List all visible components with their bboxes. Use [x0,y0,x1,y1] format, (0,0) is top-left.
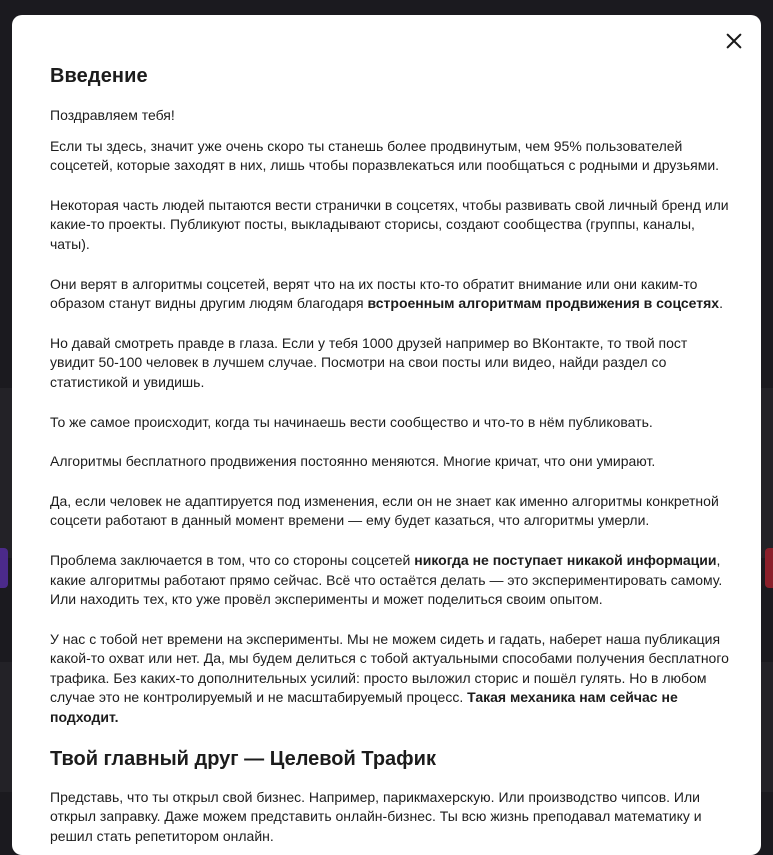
paragraph: Представь, что ты открыл свой бизнес. Например, парикмахерскую. Или производство чипсов. Или открыл заправку. Даже можем представить онлайн-бизнес. Ты всю жизнь преподавал математику и решил стать репетитором онлайн. [50,788,702,844]
emphasis: никогда не поступает никакой информации [414,551,717,568]
paragraph: Алгоритмы бесплатного продвижения постоянно меняются. Многие кричат, что они умирают. [50,453,656,470]
emphasis: встроенным алгоритмам продвижения в соцсетях [367,295,720,312]
paragraph: Проблема заключается в том, что со стороны соцсетей никогда не поступает никакой информации, какие алгоритмы работают прямо сейчас. Всё что остаётся делать — это экспериментировать самому. Или находить тех, кто уже провёл эксперименты и может поделиться своим опытом. [50,551,723,608]
greeting-text: Поздравляем тебя! [50,107,175,123]
intro-dialog [12,15,761,855]
paragraph: Да, если человек не адаптируется под изменения, если он не знает как именно алгоритмы конкретной соцсети работают в данный момент времени — ему будет казаться, что алгоритмы умерли. [50,492,719,529]
close-icon[interactable] [725,32,743,50]
emphasis: Такая механика нам сейчас не подходит. [50,689,678,726]
paragraph: У нас с тобой нет времени на эксперименты. Мы не можем сидеть и гадать, наберет наша публикация какой-то охват или нет. Да, мы будем делиться с тобой актуальными способами получения бесплатного трафика. Без каких-то дополнительных усилий: просто выложил сторис и пошёл гулять. Но в любом случае это не контролируемый и не масштабируемый процесс. Такая механика нам сейчас не подходит. [50,630,729,726]
paragraph: Они верят в алгоритмы соцсетей, верят что на их посты кто-то обратит внимание или они каким-то образом станут видны другим людям благодаря встроенным алгоритмам продвижения в соцсетях. [50,275,723,312]
background-button-right [765,548,773,588]
paragraph: Некоторая часть людей пытаются вести странички в соцсетях, чтобы развивать свой личный бренд или какие-то проекты. Публикуют посты, выкладывают сторисы, создают сообщества (группы, каналы, чаты). [50,196,729,252]
section-subtitle: Твой главный друг — Целевой Трафик [50,747,436,770]
background-button-left [0,548,8,588]
paragraph: Но давай смотреть правде в глаза. Если у тебя 1000 друзей например во ВКонтакте, то твой пост увидит 50-100 человек в лучшем случае. Посмотри на свои посты или видео, найди раздел со статистикой и увидишь. [50,334,688,390]
paragraph: Если ты здесь, значит уже очень скоро ты станешь более продвинутым, чем 95% пользователей соцсетей, которые заходят в них, лишь чтобы поразвлекаться или пообщаться с родными и друзьями. [50,137,720,174]
dialog-content [50,63,730,846]
dialog-title: Введение [50,65,148,87]
paragraph: То же самое происходит, когда ты начинаешь вести сообщество и что-то в нём публиковать. [50,413,653,430]
